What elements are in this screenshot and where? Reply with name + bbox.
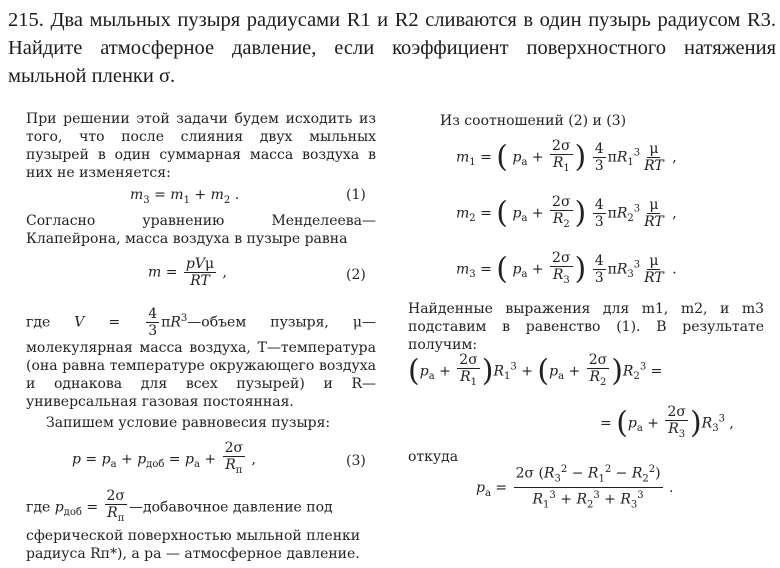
equation-sum-rhs: = ($p_а$ + $\frac{2\sigma}{R_3}$ )$R_3^3$ , [600, 404, 734, 441]
equation-sum: ($p_а$ + $\frac{2\sigma}{R_1}$ )$R_1^3 + (p_а$ + $\frac{2\sigma}{R_2}$ )$R_2^3$ = [408, 352, 663, 389]
left-para-3: где V = $\frac{4}{3}$ $\pi R^3—объем$ пузыря, μ—молекулярная масса воздуха, T—температура (она равна температуре окружающего воздуха и однакова для всех пузырей) и R—универсальная газовая постоянная. [26, 306, 376, 410]
equation-2: m = $\frac{\text{pVμ}}{RT}$ , [148, 256, 228, 289]
equation-3: $p = p_а + p_{доб} = p_а$ + $\frac{2\sigma}{R_п}$ , [72, 440, 256, 476]
left-para-2: Согласно уравнению Менделеева—Клапейрона, масса воздуха в пузыре равна [26, 213, 376, 247]
right-para-2: Найденные выражения для m1, m2, и m3 подставим в равенство (1). В результате получим: [408, 301, 764, 353]
equation-3-label: (3) [346, 453, 366, 469]
equation-2-label: (2) [346, 267, 366, 283]
problem-statement [8, 6, 776, 90]
left-para-4: Запишем условие равновесия пузыря: [46, 415, 331, 431]
equation-m2: $m_2$ = ( $p_а$ + $\frac{2\sigma}{R_2}$ ) $\frac{4}{3}$ $\pi R_2^3$ $\frac{\mu}{RT}$ , [456, 194, 677, 231]
left-para-3-lead: где [26, 314, 51, 331]
equation-result: $p_а$ = $\frac{2\sigma (R_3^2 - R_1^2 - R_2^2)}{R_1^3 + R_2^3 + R_3^3}$ . [476, 464, 674, 511]
left-para-5-lead: где [26, 499, 51, 516]
right-para-3: откуда [408, 449, 459, 465]
equation-m3: $m_3$ = ( $p_а$ + $\frac{2\sigma}{R_3}$ ) $\frac{4}{3}$ $\pi R_3^3$ $\frac{\mu}{RT}$ . [456, 250, 677, 287]
equation-m1: $m_1$ = ( $p_а$ + $\frac{2\sigma}{R_1}$ ) $\frac{4}{3}$ $\pi R_1^3$ $\frac{\mu}{RT}$ , [456, 138, 677, 175]
left-para-5-text: —добавочное давление под сферической поверхностью мыльной пленки радиуса Rп*), а pа — атмосферное давление. [26, 499, 361, 562]
problem-text: Два мыльных пузыря радиусами R1 и R2 сливаются в один пузырь радиусом R3. Найдите атмосферное давление, если коэффициент поверхностного натяжения мыльной пленки σ. [8, 9, 777, 87]
left-para-1: При решении этой задачи будем исходить из того, что после слияния двух мыльных пузырей в один суммарная масса воздуха в них не изменяется: [26, 111, 376, 181]
equation-1-label: (1) [346, 187, 366, 203]
problem-number: 215. [8, 9, 44, 31]
equation-1: $m_3 = m_1 + m_2$ . [130, 187, 240, 206]
right-para-1: Из соотношений (2) и (3) [440, 113, 627, 129]
left-para-5: где $p_{доб}$ = $\frac{2\sigma}{R_п}$ —добавочное давление под сферической поверхностью мыльной пленки радиуса Rп*), а pа — атмосферное давление. [26, 488, 361, 562]
left-para-3-text: —объем пузыря, μ—молекулярная масса воздуха, T—температура (она равна температуре окружающего воздуха и однакова для всех пузырей) и R—универсальная газовая постоянная. [26, 314, 376, 410]
